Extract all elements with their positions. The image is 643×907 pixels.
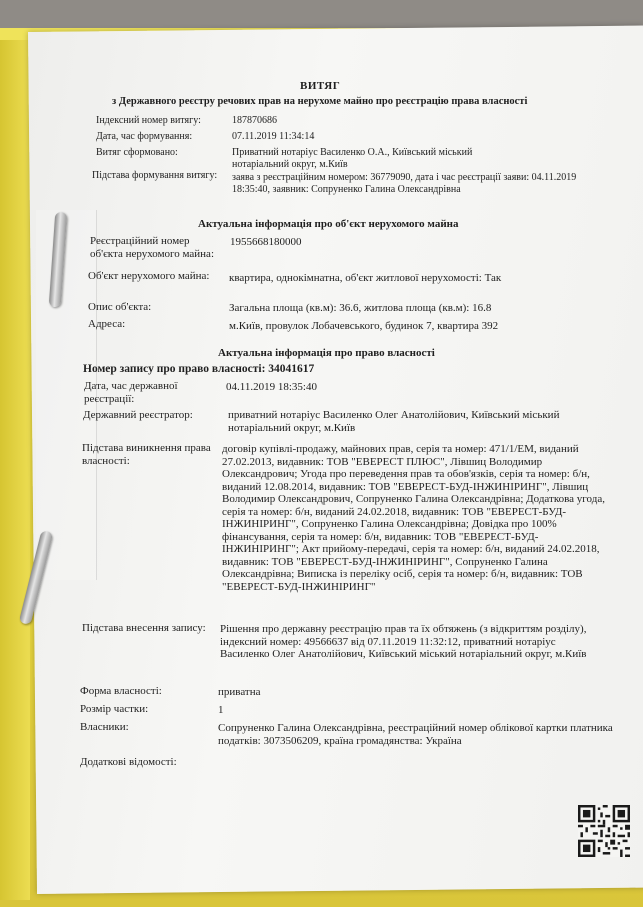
address-label: Адреса: (88, 318, 126, 330)
property-object-label: Об'єкт нерухомого майна: (88, 270, 210, 282)
ownership-section-heading: Актуальна інформація про право власності (218, 347, 435, 359)
formation-date-value: 07.11.2019 11:34:14 (232, 131, 315, 142)
document-title: ВИТЯГ (300, 80, 341, 92)
ownership-form-value: приватна (218, 686, 261, 698)
ownership-basis-value: договір купівлі-продажу, майнових прав, серія та номер: 471/1/ЕМ, виданий 27.02.2013, видавник: ТОВ "ЕВЕРЕСТ ПЛЮС", Лівшиц Володимир Олександрович; Угода про переведення прав та обов'язків, серія та номер: б/н, виданий 12.08.2014, видавник: ТОВ "ЕВЕРЕСТ-БУД-ІНЖИНІРИНГ", Лівшиц Володимир Олександрович, Сопруненко Галина Олександрівна; Додаткова угода, серія та номер: б/н, виданий 24.02.2018, видавник: ТОВ "ЕВЕРЕСТ-БУД-ІНЖИНІРИНГ", Сопруненко Галина Олександрівна; Довідка про 100% фінансування, серія та номер: б/н, видавник: ТОВ "ЕВЕРЕСТ-БУД-ІНЖИНІРИНГ"; Акт прийому-передачі, серія та номер: б/н, виданий 24.02.2018, видавник: ТОВ "ЕВЕРЕСТ-БУД-ІНЖИНІРИНГ", Сопруненко Галина Олександрівна; Виписка із переліку осіб, серія та номер: б/н, видавник: ТОВ "ЕВЕРЕСТ-БУД-ІНЖИНІРИНГ" (222, 443, 605, 593)
ownership-basis-label: Підстава виникнення права власності: (82, 442, 211, 467)
formed-by-value: Приватний нотаріус Василенко О.А., Київський міський нотаріальний округ, м.Київ (232, 147, 473, 170)
formed-by-label: Витяг сформовано: (96, 147, 178, 158)
formation-basis-value: заява з реєстраційним номером: 36779090, дата і час реєстрації заяви: 04.11.2019 18:35:40, заявник: Сопруненко Галина Олександрівна (232, 172, 577, 195)
formation-basis-label: Підстава формування витягу: (92, 170, 218, 181)
ownership-form-label: Форма власності: (80, 685, 162, 697)
registrar-label: Державний реєстратор: (83, 409, 193, 421)
record-basis-label: Підстава внесення запису: (82, 622, 206, 634)
object-description-label: Опис об'єкта: (88, 301, 152, 313)
owners-label: Власники: (80, 721, 129, 733)
index-number-label: Індексний номер витягу: (96, 115, 201, 126)
document-subtitle: з Державного реєстру речових прав на нерухоме майно про реєстрацію права власності (112, 96, 528, 107)
qr-code-icon (578, 805, 630, 857)
property-object-value: квартира, однокімнатна, об'єкт житлової нерухомості: Так (229, 272, 502, 284)
registration-number-value: 1955668180000 (230, 236, 302, 248)
share-size-label: Розмір частки: (80, 703, 149, 715)
registration-date-value: 04.11.2019 18:35:40 (226, 381, 317, 393)
object-description-value: Загальна площа (кв.м): 36.6, житлова площа (кв.м): 16.8 (229, 302, 492, 314)
record-basis-value: Рішення про державну реєстрацію прав та їх обтяжень (з відкриттям розділу), індексний номер: 49566637 від 07.11.2019 11:32:12, приватний нотаріус Василенко Олег Анатолійович, Київський міський нотаріальний округ, м.Київ (220, 623, 587, 660)
share-size-value: 1 (218, 704, 224, 716)
additional-info-label: Додаткові відомості: (80, 756, 177, 768)
record-number: Номер запису про право власності: 34041617 (83, 363, 315, 375)
registration-date-label: Дата, час державної реєстрації: (84, 380, 178, 405)
registration-number-label: Реєстраційний номер об'єкта нерухомого майна: (90, 235, 214, 260)
address-value: м.Київ, провулок Лобачевського, будинок 7, квартира 392 (229, 320, 499, 332)
index-number-value: 187870686 (232, 115, 277, 126)
formation-date-label: Дата, час формування: (96, 131, 193, 142)
folder-edge (0, 40, 30, 900)
object-section-heading: Актуальна інформація про об'єкт нерухомого майна (198, 218, 459, 230)
registrar-value: приватний нотаріус Василенко Олег Анатолійович, Київський міський нотаріальний округ, м.Київ (228, 409, 560, 434)
owners-value: Сопруненко Галина Олександрівна, реєстраційний номер облікової картки платника податків: 3073506209, країна громадянства: Україна (218, 722, 613, 747)
